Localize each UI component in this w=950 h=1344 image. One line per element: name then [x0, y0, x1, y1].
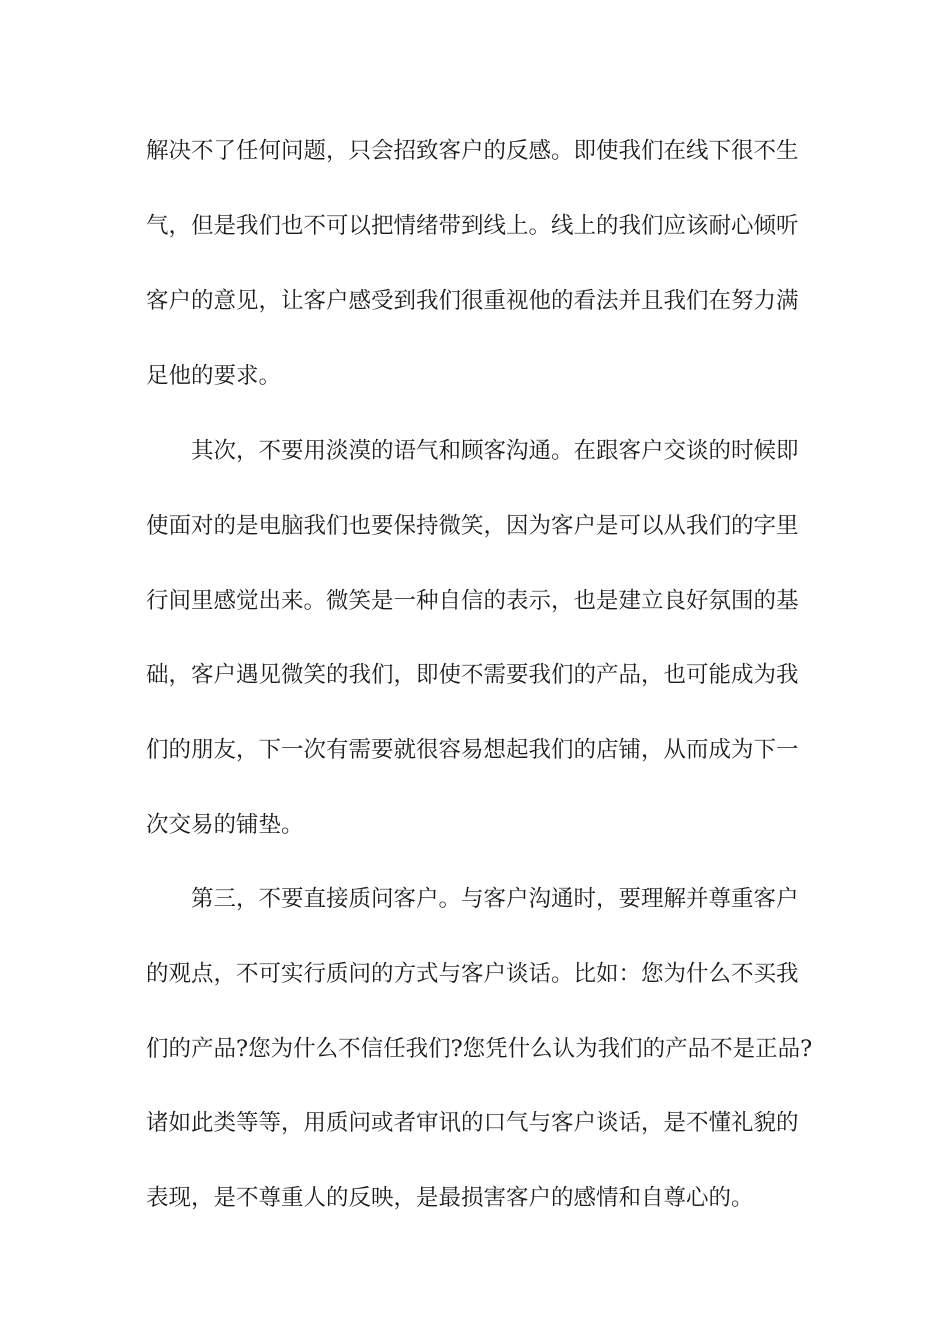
- text-line: 次交易的铺垫。: [146, 812, 304, 838]
- text-line: 客户的意见，让客户感受到我们很重视他的看法并且我们在努力满: [146, 288, 799, 314]
- text-line: 础，客户遇见微笑的我们，即使不需要我们的产品，也可能成为我: [146, 662, 799, 688]
- paragraph-first-line: 第三，不要直接质问客户。与客户沟通时，要理解并尊重客户: [191, 886, 799, 912]
- text-line: 们的朋友，下一次有需要就很容易想起我们的店铺，从而成为下一: [146, 737, 799, 763]
- text-line: 行间里感觉出来。微笑是一种自信的表示，也是建立良好氛围的基: [146, 588, 799, 614]
- text-line: 足他的要求。: [146, 363, 282, 389]
- text-line: 表现，是不尊重人的反映，是最损害客户的感情和自尊心的。: [146, 1185, 754, 1211]
- text-line: 气，但是我们也不可以把情绪带到线上。线上的我们应该耐心倾听: [146, 213, 799, 239]
- text-line: 解决不了任何问题，只会招致客户的反感。即使我们在线下很不生: [146, 138, 799, 164]
- text-line: 诸如此类等等，用质问或者审讯的口气与客户谈话，是不懂礼貌的: [146, 1110, 799, 1136]
- text-line: 的观点，不可实行质问的方式与客户谈话。比如：您为什么不买我: [146, 961, 799, 987]
- text-line: 们的产品?您为什么不信任我们?您凭什么认为我们的产品不是正品?: [146, 1036, 813, 1062]
- paragraph-first-line: 其次，不要用淡漠的语气和顾客沟通。在跟客户交谈的时候即: [191, 438, 799, 464]
- text-line: 使面对的是电脑我们也要保持微笑，因为客户是可以从我们的字里: [146, 513, 799, 539]
